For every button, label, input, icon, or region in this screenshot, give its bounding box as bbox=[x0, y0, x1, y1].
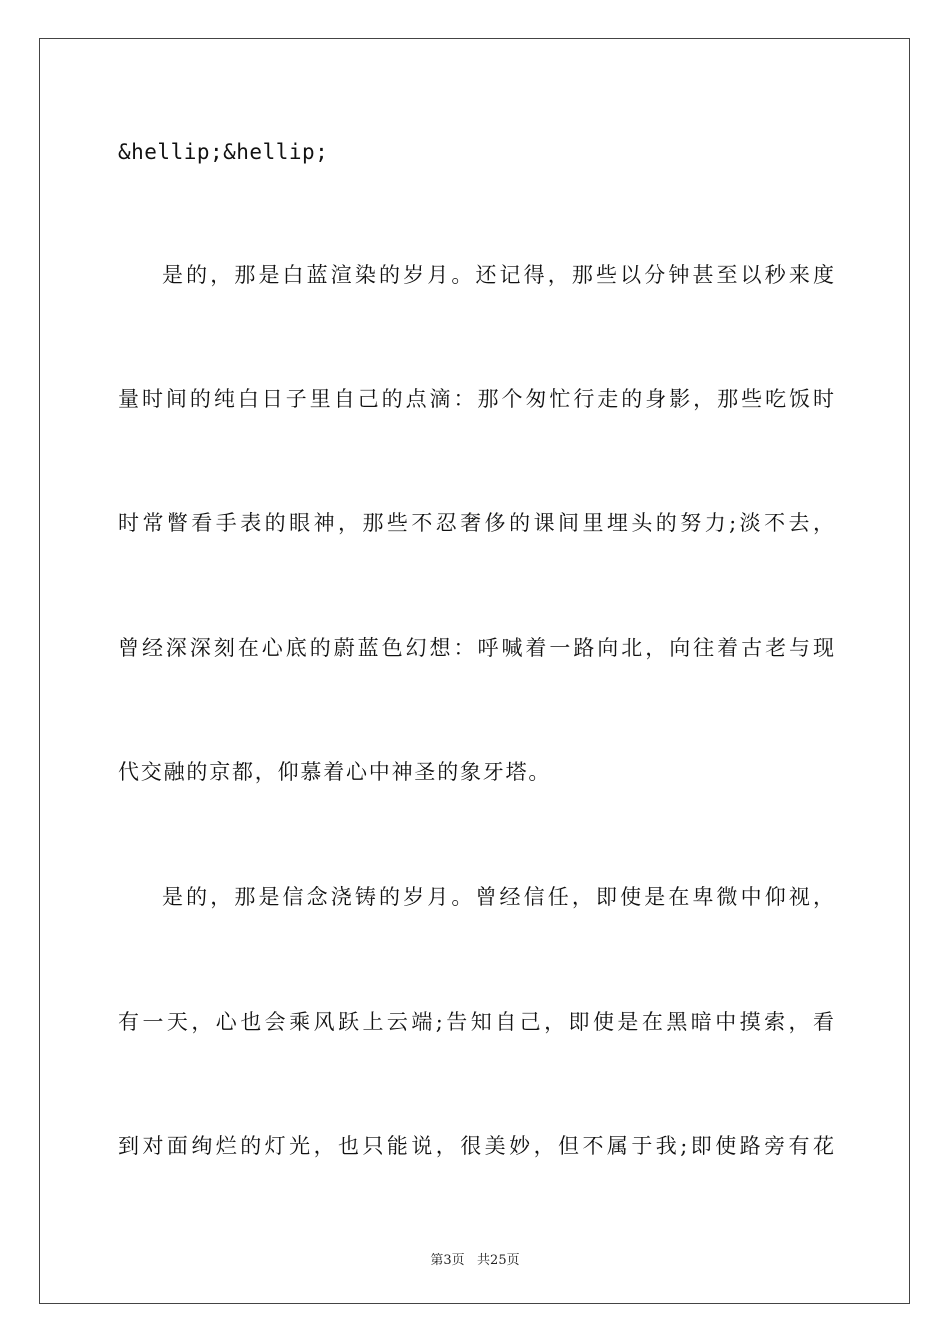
paragraph-1-line-4: 曾经深深刻在心底的蔚蓝色幻想：呼喊着一路向北，向往着古老与现 bbox=[118, 636, 834, 660]
text-line-1: &hellip;&hellip; bbox=[118, 140, 329, 164]
page-border bbox=[39, 38, 910, 1304]
paragraph-1-line-3: 时常瞥看手表的眼神，那些不忍奢侈的课间里埋头的努力;淡不去， bbox=[118, 511, 834, 535]
paragraph-1-line-2: 量时间的纯白日子里自己的点滴：那个匆忙行走的身影，那些吃饭时 bbox=[118, 387, 834, 411]
paragraph-2-line-3: 到对面绚烂的灯光，也只能说，很美妙，但不属于我;即使路旁有花 bbox=[118, 1134, 834, 1158]
paragraph-1-line-5: 代交融的京都，仰慕着心中神圣的象牙塔。 bbox=[118, 760, 552, 784]
paragraph-2-line-1: 是的，那是信念浇铸的岁月。曾经信任，即使是在卑微中仰视， bbox=[162, 885, 834, 909]
page-number-footer: 第3页 共25页 bbox=[430, 1253, 520, 1268]
paragraph-1-line-1: 是的，那是白蓝渲染的岁月。还记得，那些以分钟甚至以秒来度 bbox=[162, 263, 834, 287]
paragraph-2-line-2: 有一天，心也会乘风跃上云端;告知自己，即使是在黑暗中摸索，看 bbox=[118, 1010, 834, 1034]
